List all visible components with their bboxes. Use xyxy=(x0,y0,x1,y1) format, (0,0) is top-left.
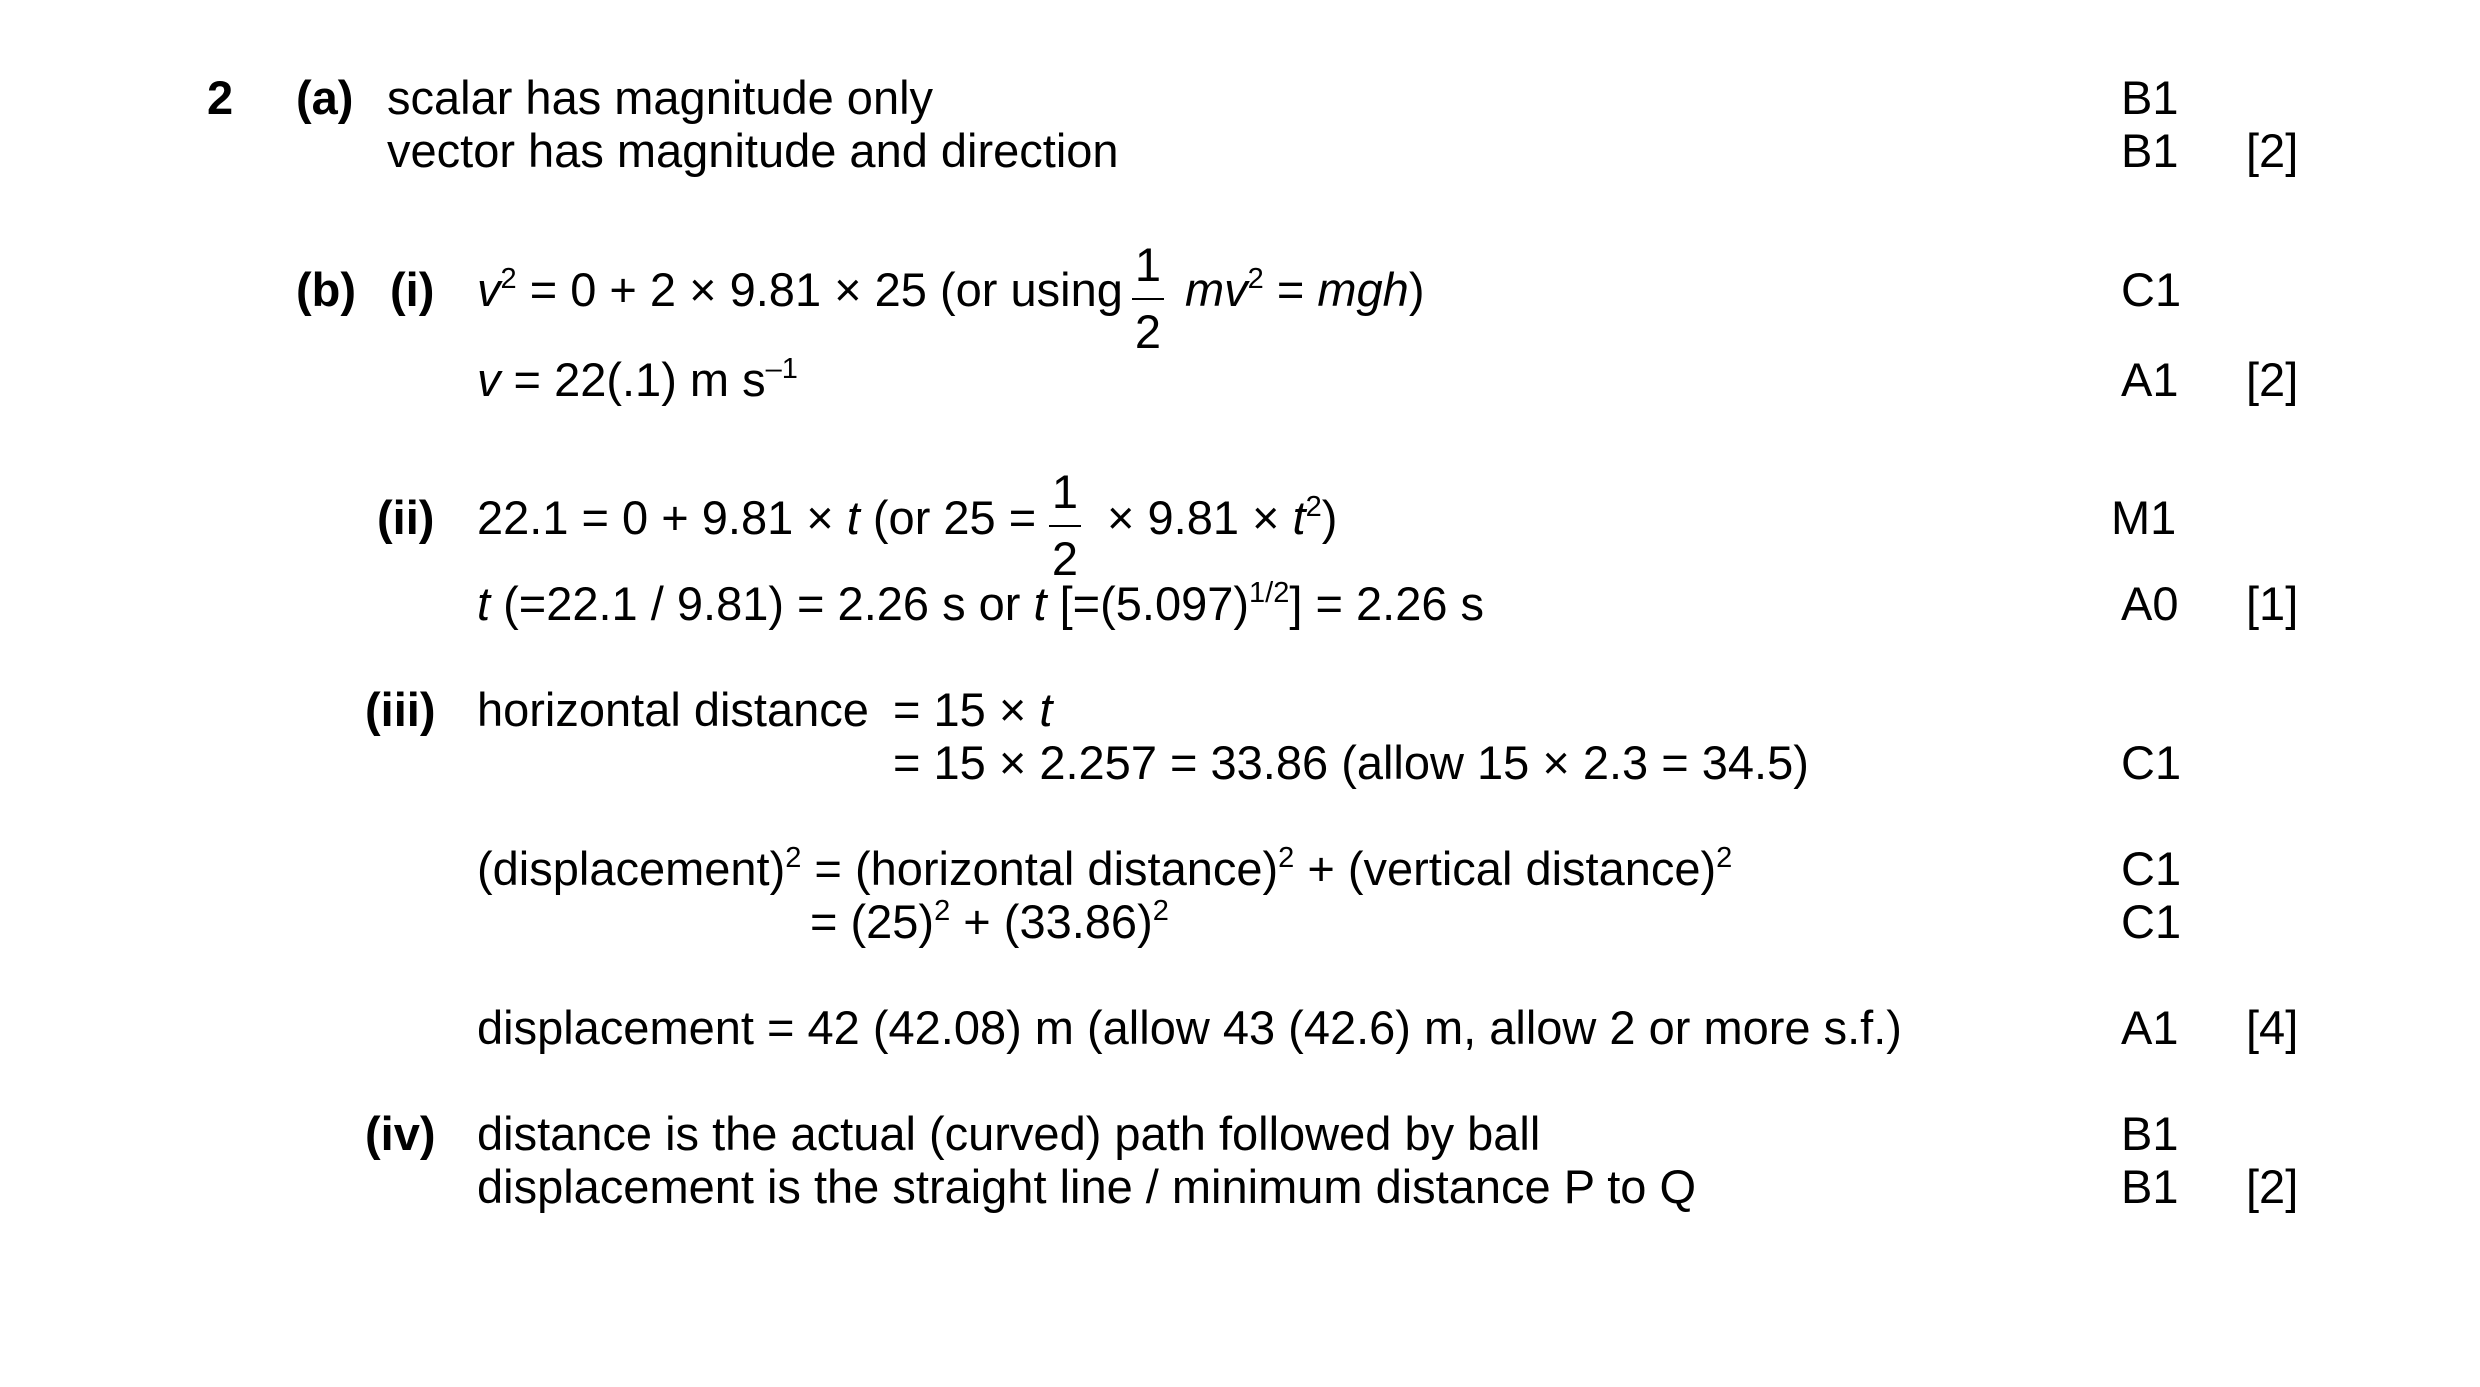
var-mv: mv xyxy=(1185,263,1248,316)
exp-2: 2 xyxy=(785,842,802,874)
horizontal-eq-1 xyxy=(893,683,1053,736)
part-a-line-1: scalar has magnitude only xyxy=(387,71,934,124)
b-ii-result-c: ] = 2.26 s xyxy=(1289,577,1485,630)
part-a-line-2: vector has magnitude and direction xyxy=(387,124,1119,177)
fraction-half-b-ii xyxy=(1045,465,1085,585)
part-b-iii-label: (iii) xyxy=(365,683,436,736)
h-eq-text: = 15 × xyxy=(893,683,1040,736)
part-b-iv-total: [2] xyxy=(2246,1160,2299,1213)
exp-minus-1: –1 xyxy=(765,353,798,385)
close-paren: ) xyxy=(1321,491,1338,544)
exp-2: 2 xyxy=(500,263,517,295)
part-b-i-label: (i) xyxy=(390,263,435,316)
displacement-final: displacement = 42 (42.08) m (allow 43 (42.6) m, allow 2 or more s.f.) xyxy=(477,1001,1902,1054)
part-b-label: (b) xyxy=(296,263,357,316)
part-a-mark-1: B1 xyxy=(2121,71,2179,124)
exp-half: 1/2 xyxy=(1249,577,1290,609)
part-b-ii-line-2 xyxy=(477,577,1485,630)
part-b-i-line-1 xyxy=(477,263,1123,316)
b-ii-or-text: (or 25 = xyxy=(859,491,1037,544)
horizontal-distance-label: horizontal distance xyxy=(477,683,869,736)
var-v: v xyxy=(477,263,501,316)
fraction-denominator: 2 xyxy=(1051,532,1079,585)
b-ii-times-text: × 9.81 × xyxy=(1107,491,1293,544)
part-b-iii-mark-2: C1 xyxy=(2121,842,2182,895)
part-b-ii-line-1 xyxy=(477,491,1037,544)
var-t: t xyxy=(1292,491,1306,544)
part-b-iv-line-2: displacement is the straight line / minimum distance P to Q xyxy=(477,1160,1697,1213)
fraction-numerator: 1 xyxy=(1134,238,1162,291)
exp-2: 2 xyxy=(1716,842,1733,874)
exp-2: 2 xyxy=(1278,842,1295,874)
part-b-i-mark-1: C1 xyxy=(2121,263,2182,316)
exp-2: 2 xyxy=(1247,263,1264,295)
part-b-iii-mark-4: A1 xyxy=(2121,1001,2179,1054)
horizontal-eq-2: = 15 × 2.257 = 33.86 (allow 15 × 2.3 = 34.5) xyxy=(893,736,1809,789)
fraction-numerator: 1 xyxy=(1051,465,1079,518)
d2-a: = (25) xyxy=(810,895,935,948)
var-v: v xyxy=(477,353,501,406)
part-b-iv-mark-2: B1 xyxy=(2121,1160,2179,1213)
part-b-iii-mark-1: C1 xyxy=(2121,736,2182,789)
displacement-eq-1 xyxy=(477,842,1733,895)
d-c: + (vertical distance) xyxy=(1294,842,1717,895)
fraction-half-b-i xyxy=(1128,238,1168,358)
part-b-iv-mark-1: B1 xyxy=(2121,1107,2179,1160)
var-t: t xyxy=(846,491,860,544)
part-b-i-mark-2: A1 xyxy=(2121,353,2179,406)
part-b-ii-line-1b xyxy=(1107,491,1338,544)
d2-b: + (33.86) xyxy=(950,895,1153,948)
part-b-iii-mark-3: C1 xyxy=(2121,895,2182,948)
var-t: t xyxy=(1039,683,1053,736)
question-number: 2 xyxy=(207,71,234,124)
displacement-eq-2 xyxy=(810,895,1169,948)
part-a-total: [2] xyxy=(2246,124,2299,177)
d-a: (displacement) xyxy=(477,842,786,895)
b-ii-result-b: [=(5.097) xyxy=(1046,577,1250,630)
eq-sign: = xyxy=(1263,263,1318,316)
part-a-label: (a) xyxy=(296,71,354,124)
fraction-denominator: 2 xyxy=(1134,305,1162,358)
fraction-bar xyxy=(1049,525,1081,527)
b-i-eq-text: = 0 + 2 × 9.81 × 25 (or using xyxy=(516,263,1123,316)
b-ii-eq-text: 22.1 = 0 + 9.81 × xyxy=(477,491,847,544)
close-paren: ) xyxy=(1408,263,1425,316)
b-ii-result-a: (=22.1 / 9.81) = 2.26 s or xyxy=(490,577,1034,630)
part-b-ii-total: [1] xyxy=(2246,577,2299,630)
part-b-iv-line-1: distance is the actual (curved) path followed by ball xyxy=(477,1107,1541,1160)
exp-2: 2 xyxy=(1152,895,1169,927)
d-b: = (horizontal distance) xyxy=(801,842,1279,895)
part-b-iv-label: (iv) xyxy=(365,1107,436,1160)
fraction-bar xyxy=(1132,298,1164,300)
part-b-ii-label: (ii) xyxy=(377,491,435,544)
exp-2: 2 xyxy=(934,895,951,927)
var-t: t xyxy=(1033,577,1047,630)
var-mgh: mgh xyxy=(1317,263,1409,316)
part-b-i-line-1b xyxy=(1185,263,1425,316)
b-i-result: = 22(.1) m s xyxy=(500,353,766,406)
part-b-i-line-2 xyxy=(477,353,798,406)
exp-2: 2 xyxy=(1305,491,1322,523)
part-a-mark-2: B1 xyxy=(2121,124,2179,177)
part-b-i-total: [2] xyxy=(2246,353,2299,406)
var-t: t xyxy=(477,577,491,630)
part-b-ii-mark-1: M1 xyxy=(2111,491,2177,544)
part-b-ii-mark-2: A0 xyxy=(2121,577,2179,630)
part-b-iii-total: [4] xyxy=(2246,1001,2299,1054)
